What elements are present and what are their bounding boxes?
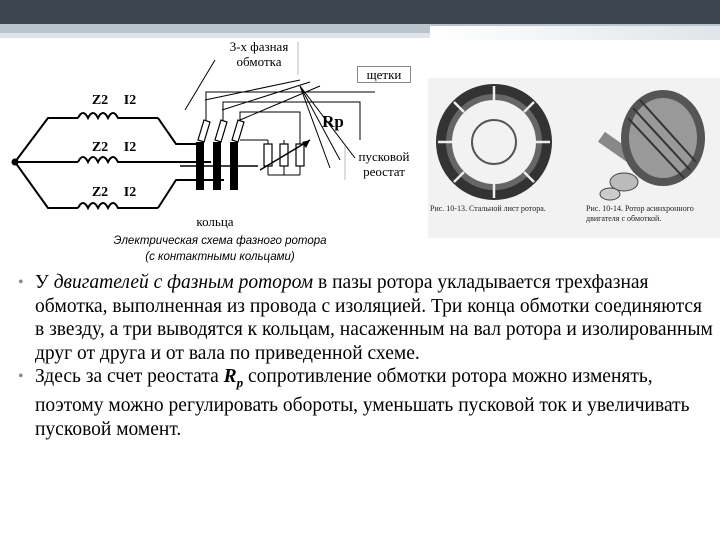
label-brushes: щетки <box>357 66 411 83</box>
bullet-item-1 <box>18 271 716 365</box>
label-i2-3: I2 <box>123 185 137 200</box>
steel-sheet-image <box>436 84 552 200</box>
p1-rest: в пазы ротора укладывается трехфазная обмотка, выполненная из провода с изоляцией. Три конца обмотки соединяются в звезду, а три выводятся к кольцам, насаженным на вал ротора и изолированным друг от друга и от вала по приведенной схеме. <box>35 272 713 364</box>
photo-caption-right: Рис. 10-14. Ротор асинхронного двигателя с обмоткой. <box>586 204 694 223</box>
rheostat-symbol <box>223 366 244 390</box>
rotor-winding-image <box>598 90 705 200</box>
rotor-photos <box>428 78 720 238</box>
label-z2-2: Z2 <box>91 140 109 155</box>
photo-caption-left: Рис. 10-13. Стальной лист ротора. <box>430 204 546 213</box>
p2-rest: сопротивление обмотки ротора можно изменять, поэтому можно регулировать обороты, уменьшать пусковой ток и увеличивать пусковой момент. <box>35 366 690 440</box>
star-node <box>12 159 19 166</box>
diagram-caption <box>60 233 380 265</box>
bullet-list <box>18 271 716 441</box>
p2-start: Здесь за счет реостата <box>35 366 224 387</box>
label-rheostat: пусковой реостат <box>358 149 410 179</box>
top-bar-dark <box>0 0 720 24</box>
label-z2-3: Z2 <box>91 185 109 200</box>
caption-line-2: (с контактными кольцами) <box>145 251 295 263</box>
label-winding: 3-х фазная обмотка <box>229 39 289 69</box>
bullet-icon: • <box>18 274 24 291</box>
rheostat-symbol-letter: R <box>223 366 237 387</box>
bullet-icon: • <box>18 368 24 385</box>
rheostat-symbol-sub: p <box>236 374 244 390</box>
caption-line-1: Электрическая схема фазного ротора <box>113 235 327 247</box>
p1-start: У <box>35 272 54 293</box>
label-rings: кольца <box>196 214 234 229</box>
label-rp: Rр <box>322 112 344 131</box>
label-i2-2: I2 <box>123 140 137 155</box>
label-i2-1: I2 <box>123 93 137 108</box>
top-bar-highlight <box>430 26 720 40</box>
bullet-item-2 <box>18 365 716 441</box>
label-z2-1: Z2 <box>91 93 109 108</box>
p1-emphasis: двигателей с фазным ротором <box>53 272 314 293</box>
